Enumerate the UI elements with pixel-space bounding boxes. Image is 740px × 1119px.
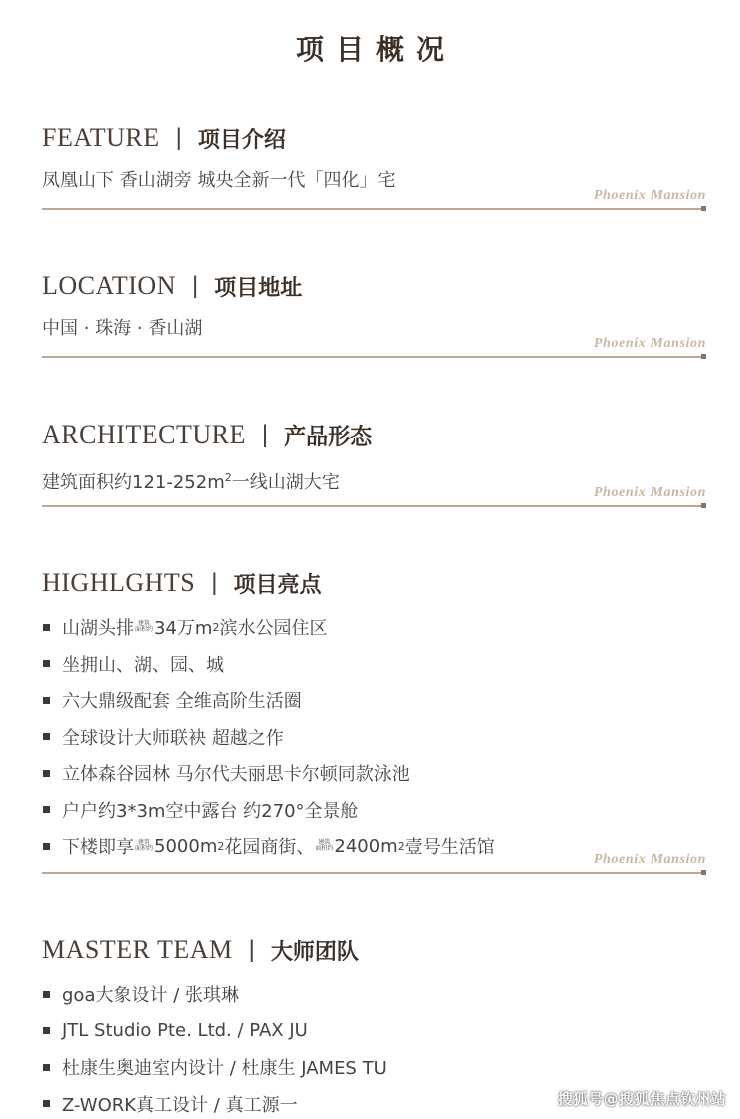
highlights-list — [42, 609, 708, 865]
page-title: 项目概况 — [295, 33, 456, 66]
list-item — [42, 976, 708, 1013]
list-item — [42, 646, 708, 683]
section-heading — [42, 565, 708, 601]
item-text: JTL Studio Pte. Ltd. / PAX JU — [62, 1020, 308, 1042]
area-note: 建筑 面积约 — [135, 838, 154, 853]
section-text: 中国 · 珠海 · 香山湖 — [42, 318, 203, 339]
superscript: 2 — [224, 471, 232, 484]
item-text: 山湖头排 — [62, 618, 134, 640]
item-text: 2400m — [334, 835, 398, 857]
bullet-icon — [43, 697, 50, 704]
bullet-icon — [43, 843, 50, 850]
item-text: 34万m — [154, 618, 213, 640]
section-title-en: FEATURE — [42, 123, 160, 152]
area-note: 建筑 面积约 — [315, 838, 334, 853]
section-highlights — [42, 565, 708, 865]
bullet-icon — [43, 624, 50, 631]
section-title-zh: 项目地址 — [214, 275, 303, 301]
item-text: 户户约3*3m空中露台 约270°全景舱 — [62, 800, 359, 822]
heading-separator: | — [175, 124, 182, 151]
list-item — [42, 1049, 708, 1086]
item-text: Z-WORK真工设计 / 真工源一 — [62, 1094, 298, 1116]
bullet-icon — [43, 1027, 50, 1034]
brand-watermark: Phoenix Mansion — [593, 852, 706, 867]
bullet-icon — [43, 991, 50, 998]
heading-separator: | — [192, 272, 199, 299]
section-heading — [42, 417, 708, 453]
divider-rule — [42, 505, 704, 507]
item-text: goa大象设计 / 张琪琳 — [62, 985, 239, 1007]
list-item — [42, 755, 708, 792]
superscript: 2 — [212, 620, 220, 634]
section-title-zh: 产品形态 — [284, 424, 373, 450]
source-watermark: 搜狐号@搜狐焦点钦州站 — [557, 1090, 726, 1108]
item-text: 六大鼎级配套 全维高阶生活圈 — [62, 691, 302, 713]
section-title-zh: 项目亮点 — [233, 572, 322, 598]
brand-watermark: Phoenix Mansion — [593, 188, 706, 203]
brand-watermark: Phoenix Mansion — [593, 336, 706, 351]
list-item — [42, 792, 708, 829]
divider-rule — [42, 356, 704, 358]
bullet-icon — [43, 770, 50, 777]
item-text: 杜康生奥迪室内设计 / 杜康生 JAMES TU — [62, 1058, 387, 1080]
divider-dot — [701, 503, 706, 508]
list-item — [42, 682, 708, 719]
bullet-icon — [43, 660, 50, 667]
section-location — [42, 268, 708, 351]
heading-separator: | — [248, 936, 255, 963]
text-part: 建筑面积约121-252m — [42, 472, 225, 493]
bullet-icon — [43, 733, 50, 740]
list-item — [42, 609, 708, 646]
list-item — [42, 1013, 708, 1050]
item-text: 坐拥山、湖、园、城 — [62, 654, 224, 676]
section-title-en: LOCATION — [42, 271, 176, 300]
area-note: 建筑 面积约 — [135, 619, 154, 634]
section-title-zh: 项目介绍 — [197, 127, 286, 153]
section-feature — [42, 120, 708, 203]
item-text: 立体森谷园林 马尔代夫丽思卡尔顿同款泳池 — [62, 764, 410, 786]
section-architecture — [42, 417, 708, 500]
item-text: 下楼即享 — [62, 837, 134, 859]
section-title-en: MASTER TEAM — [42, 935, 233, 964]
item-text: 全球设计大师联袂 超越之作 — [62, 727, 284, 749]
section-heading — [42, 268, 708, 304]
section-title-en: HIGHLGHTS — [42, 568, 196, 597]
section-title-zh: 大师团队 — [270, 939, 359, 965]
item-text: 壹号生活馆 — [404, 837, 495, 859]
item-text: 花园商街、 — [224, 837, 315, 859]
divider-dot — [701, 870, 706, 875]
item-text: 5000m — [154, 835, 218, 857]
brand-watermark: Phoenix Mansion — [593, 485, 706, 500]
divider-rule — [42, 872, 704, 874]
bullet-icon — [43, 806, 50, 813]
heading-separator: | — [211, 569, 218, 596]
item-text: 滨水公园住区 — [219, 618, 328, 640]
bullet-icon — [43, 1100, 50, 1107]
text-part: 一线山湖大宅 — [231, 472, 340, 493]
divider-dot — [701, 206, 706, 211]
divider-dot — [701, 354, 706, 359]
superscript: 2 — [397, 839, 405, 853]
bullet-icon — [43, 1064, 50, 1071]
list-item — [42, 719, 708, 756]
divider-rule — [42, 208, 704, 210]
section-title-en: ARCHITECTURE — [42, 420, 246, 449]
section-text: 凤凰山下 香山湖旁 城央全新一代「四化」宅 — [42, 170, 396, 191]
section-heading — [42, 932, 708, 968]
superscript: 2 — [217, 839, 225, 853]
section-heading — [42, 120, 708, 156]
heading-separator: | — [261, 421, 269, 448]
